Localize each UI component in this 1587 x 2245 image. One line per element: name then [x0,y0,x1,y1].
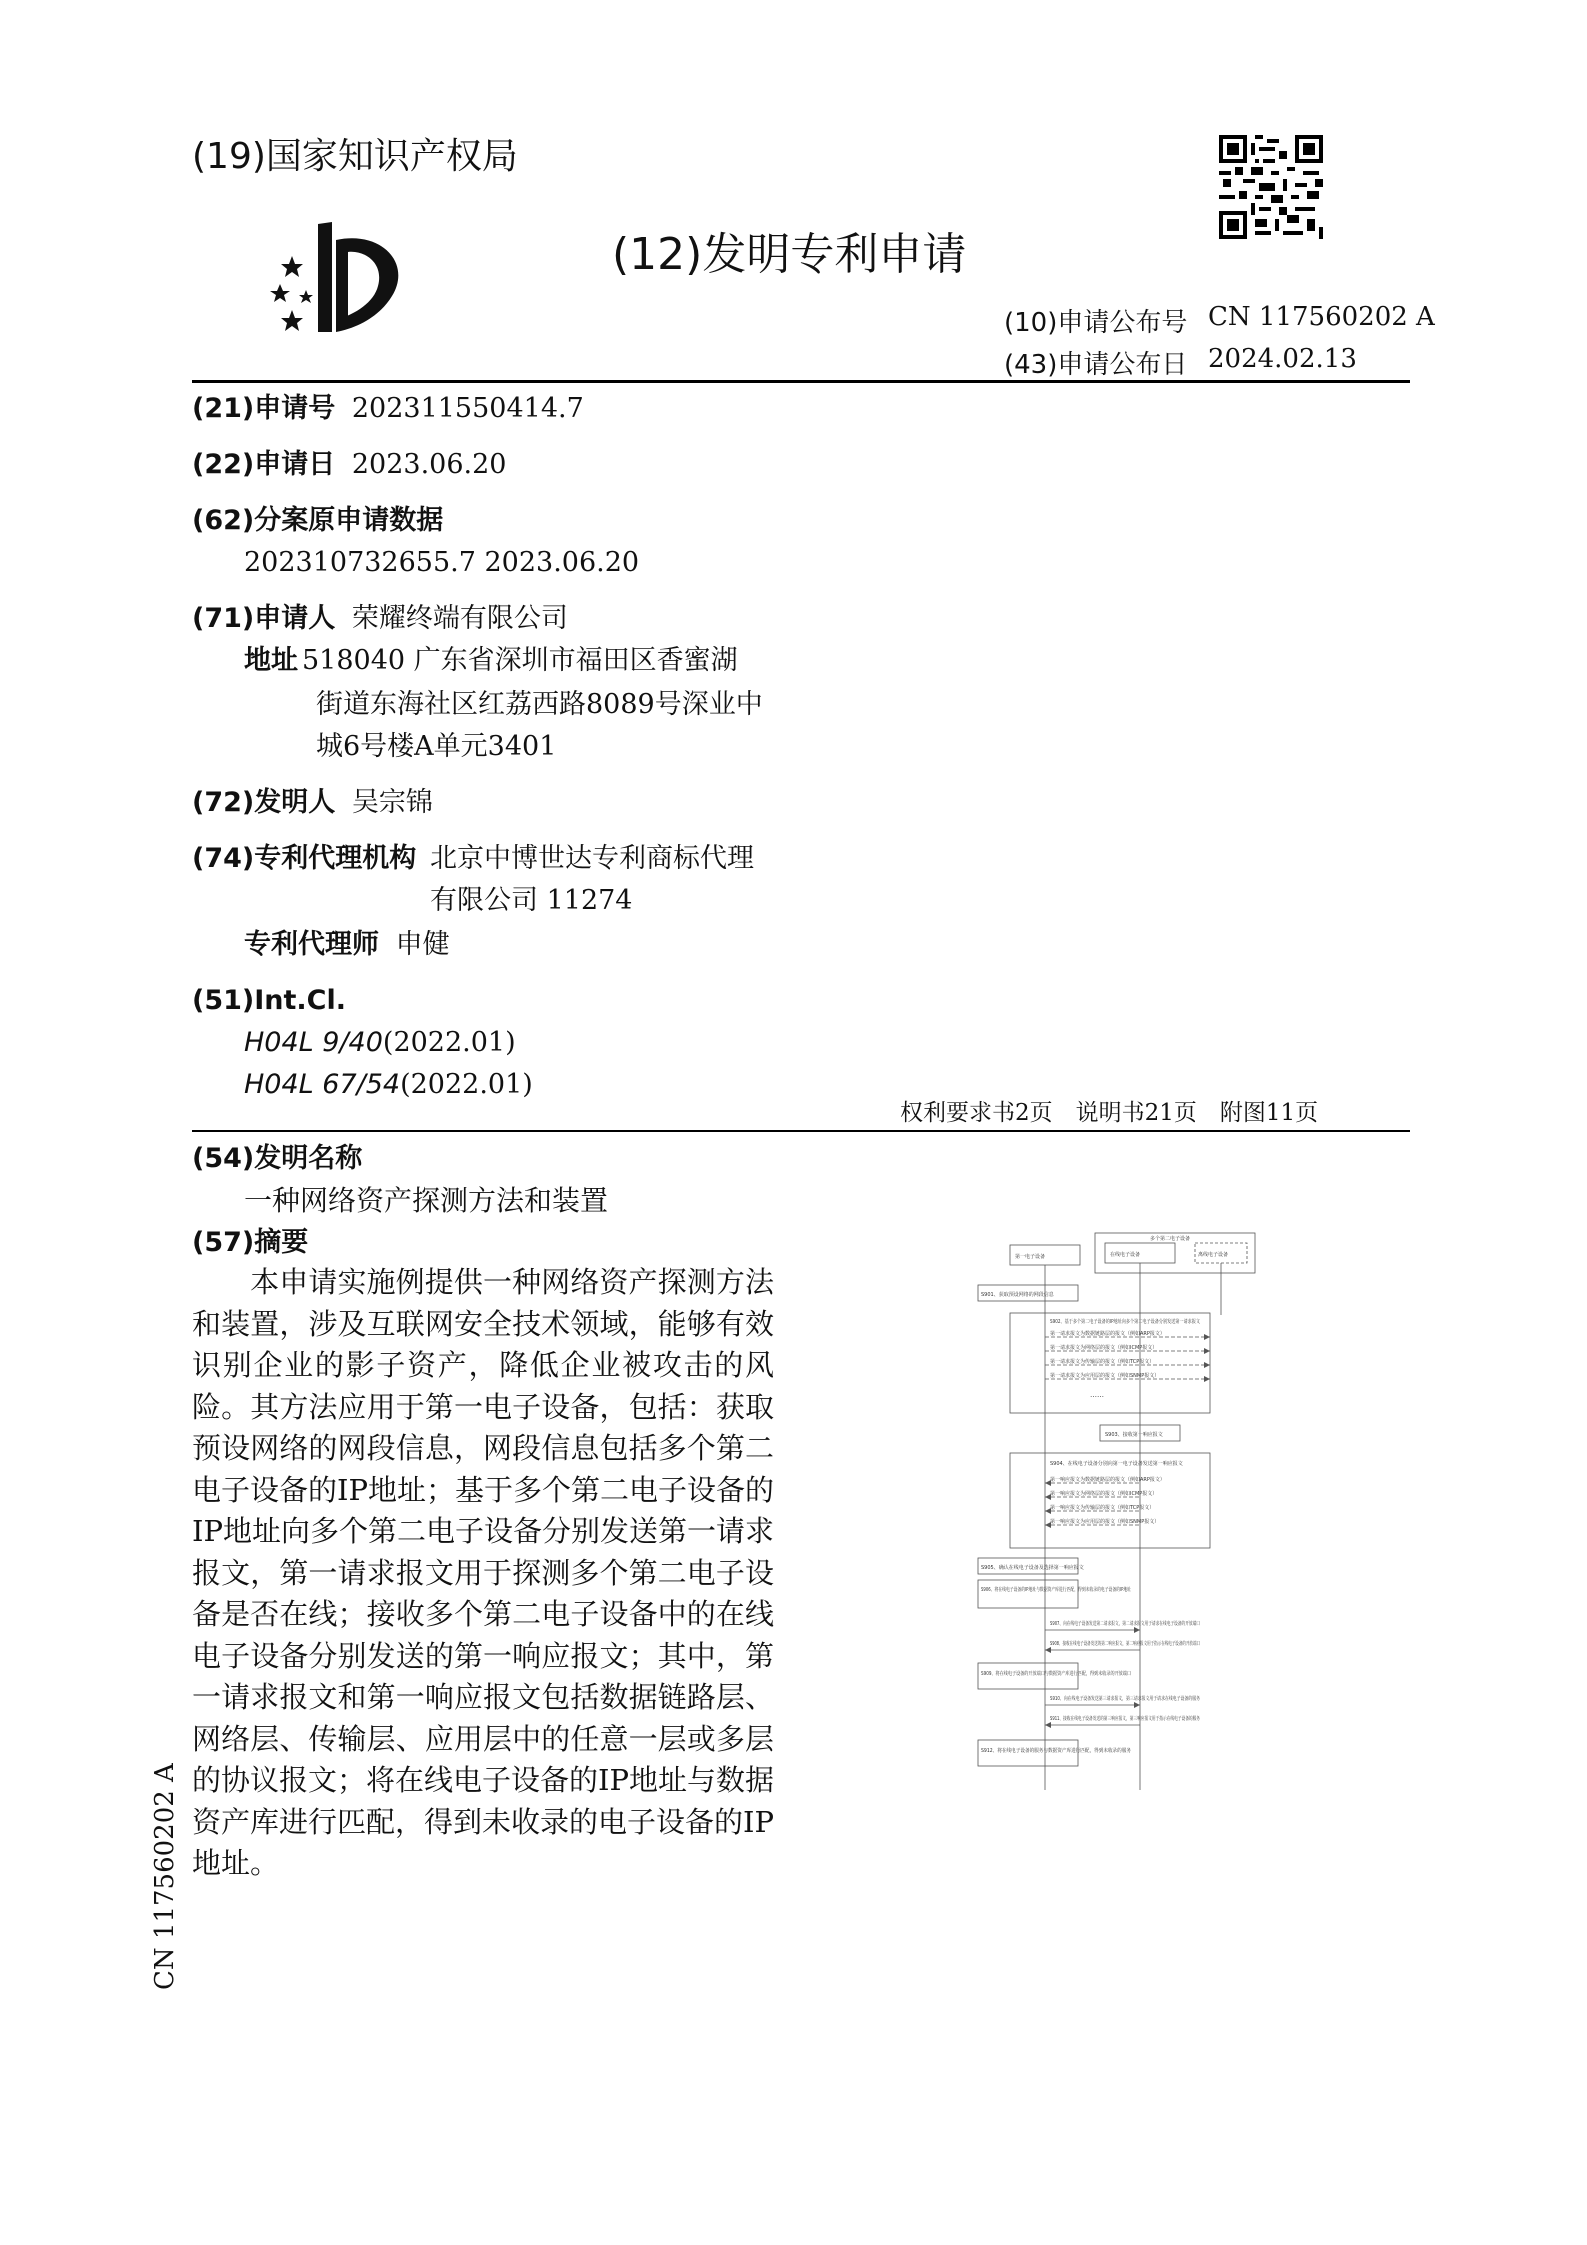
figure-step: S908、接收在线电子设备发送的第二响应报文，第二响应报文用于指示在线电子设备的开放端口 [1050,1641,1263,1647]
division-data: 202310732655.7 2023.06.20 [244,547,640,578]
figure-step: S904、在线电子设备分别向第一电子设备发送第一响应报文 [1050,1461,1183,1467]
figure-step: 第一请求报文为传输层的报文（例如TCP报文） [1050,1359,1155,1365]
publication-number: CN 117560202 A [1208,302,1435,332]
figure-step: S906、将在线电子设备的IP地址与数据资产库进行匹配，得到未收录的电子设备的IP地址 [981,1587,1178,1593]
publication-date-label: (43)申请公布日 [1004,350,1188,380]
figure-ellipsis: …… [1090,1391,1104,1399]
biblio-rule [192,1130,1410,1132]
abstract-text [192,1262,774,1885]
inventor-label: (72)发明人 [192,787,336,818]
application-number-label: (21)申请号 [192,393,336,424]
applicant-label: (71)申请人 [192,603,336,634]
agent-label: 专利代理师 [244,929,379,960]
figure-step: 第一响应报文为网络层的报文（例如ICMP报文） [1050,1491,1158,1497]
figure-step: S912、将在线电子设备的服务与数据资产库进行匹配，得到未收录的服务 [981,1748,1144,1754]
division-data-label: (62)分案原申请数据 [192,505,444,536]
publication-date: 2024.02.13 [1208,344,1357,374]
applicant: 荣耀终端有限公司 [351,603,568,634]
figure-step: 第一请求报文为数据链路层的报文（例如ARP报文） [1050,1331,1165,1337]
agency-line: 有限公司 11274 [430,885,633,916]
address-line: 街道东海社区红荔西路8089号深业中 [316,689,763,720]
lane-label: 在线电子设备 [1110,1252,1141,1258]
qr-code-icon [1219,135,1323,239]
agency-label: (74)专利代理机构 [192,843,417,874]
figure-step: 第一请求报文为网络层的报文（例如ICMP报文） [1050,1345,1158,1351]
figure-step: S901、获取预设网络的网段信息 [981,1292,1054,1298]
intcl-entry [244,1026,516,1060]
abstract-label: (57)摘要 [192,1227,309,1258]
intcl-code: H04L 67/54 [244,1069,401,1100]
lane-label: 第一电子设备 [1015,1254,1046,1260]
figure-step: S910、向在线电子设备发送第三请求报文，第三请求报文用于请求在线电子设备的服务 [1050,1696,1243,1702]
figure-step: 第一请求报文为应用层的报文（例如SNMP报文） [1050,1373,1160,1379]
lane-label: 多个第二电子设备 [1150,1236,1191,1242]
application-date-label: (22)申请日 [192,449,336,480]
lane-label: 离线电子设备 [1198,1252,1229,1258]
figure-step: S907、向在线电子设备发送第二请求报文，第二请求报文用于请求在线电子设备的开放端口 [1050,1621,1253,1627]
side-publication-number: CN 117560202 A [150,1763,180,1990]
agency-line: 北京中博世达专利商标代理 [430,843,754,874]
agent: 申健 [395,929,450,960]
figure-step: 第一响应报文为应用层的报文（例如SNMP报文） [1050,1519,1160,1525]
intcl-label: (51)Int.Cl. [192,985,347,1016]
cnipa-logo-icon [262,212,422,342]
figure-step: S905、确认在线电子设备及选择第一响应报文 [981,1565,1084,1571]
intcl-version: (2022.01) [400,1069,533,1100]
application-date: 2023.06.20 [351,449,507,480]
address-line: 518040 广东省深圳市福田区香蜜湖 [302,645,738,676]
figure-step: 第一响应报文为传输层的报文（例如TCP报文） [1050,1505,1155,1511]
abstract-figure [970,1225,1270,1795]
application-number: 202311550414.7 [351,393,584,424]
figure-step: S909、将在线电子设备的开放端口与数据资产库进行匹配，得到未收录的开放端口 [981,1671,1164,1677]
document-type: (12)发明专利申请 [612,229,967,280]
invention-title: 一种网络资产探测方法和装置 [244,1184,609,1217]
applicant-row [192,602,568,636]
address-label: 地址 [244,645,298,676]
header-rule [192,380,1410,383]
intcl-version: (2022.01) [382,1027,516,1058]
application-date-row [192,448,506,482]
abstract-body: 本申请实施例提供一种网络资产探测方法和装置，涉及互联网安全技术领域，能够有效识别企业的影子资产，降低企业被攻击的风险。其方法应用于第一电子设备，包括：获取预设网络的网段信息，网段信息包括多个第二电子设备的IP地址；基于多个第二电子设备的IP地址向多个第二电子设备分别发送第一请求报文，第一请求报文用于探测多个第二电子设备是否在线；接收多个第二电子设备中的在线电子设备分别发送的第一响应报文；其中，第一请求报文和第一响应报文包括数据链路层、网络层、传输层、应用层中的任意一层或多层的协议报文；将在线电子设备的IP地址与数据资产库进行匹配，得到未收录的电子设备的IP地址。 [192,1265,774,1880]
figure-step: 第一响应报文为数据链路层的报文（例如ARP报文） [1050,1477,1165,1483]
page-counts: 权利要求书2页 说明书21页 附图11页 [900,1100,1319,1126]
figure-step: S902、基于多个第二电子设备的IP地址向多个第二电子设备分别发送第一请求报文 [1050,1319,1233,1325]
figure-step: S903、接收第一响应报文 [1105,1432,1163,1438]
intcl-code: H04L 9/40 [244,1027,383,1058]
application-number-row [192,392,584,426]
office-name: (19)国家知识产权局 [192,136,518,177]
agent-row [244,928,450,962]
publication-number-label: (10)申请公布号 [1004,308,1188,338]
inventor-row [192,786,433,820]
figure-step: S911、接收在线电子设备发送的第三响应报文，第三响应报文用于指示在线电子设备的服务 [1050,1716,1253,1722]
title-label: (54)发明名称 [192,1143,363,1174]
intcl-entry [244,1068,533,1102]
address-line: 城6号楼A单元3401 [316,731,557,762]
inventor: 吴宗锦 [351,787,433,818]
